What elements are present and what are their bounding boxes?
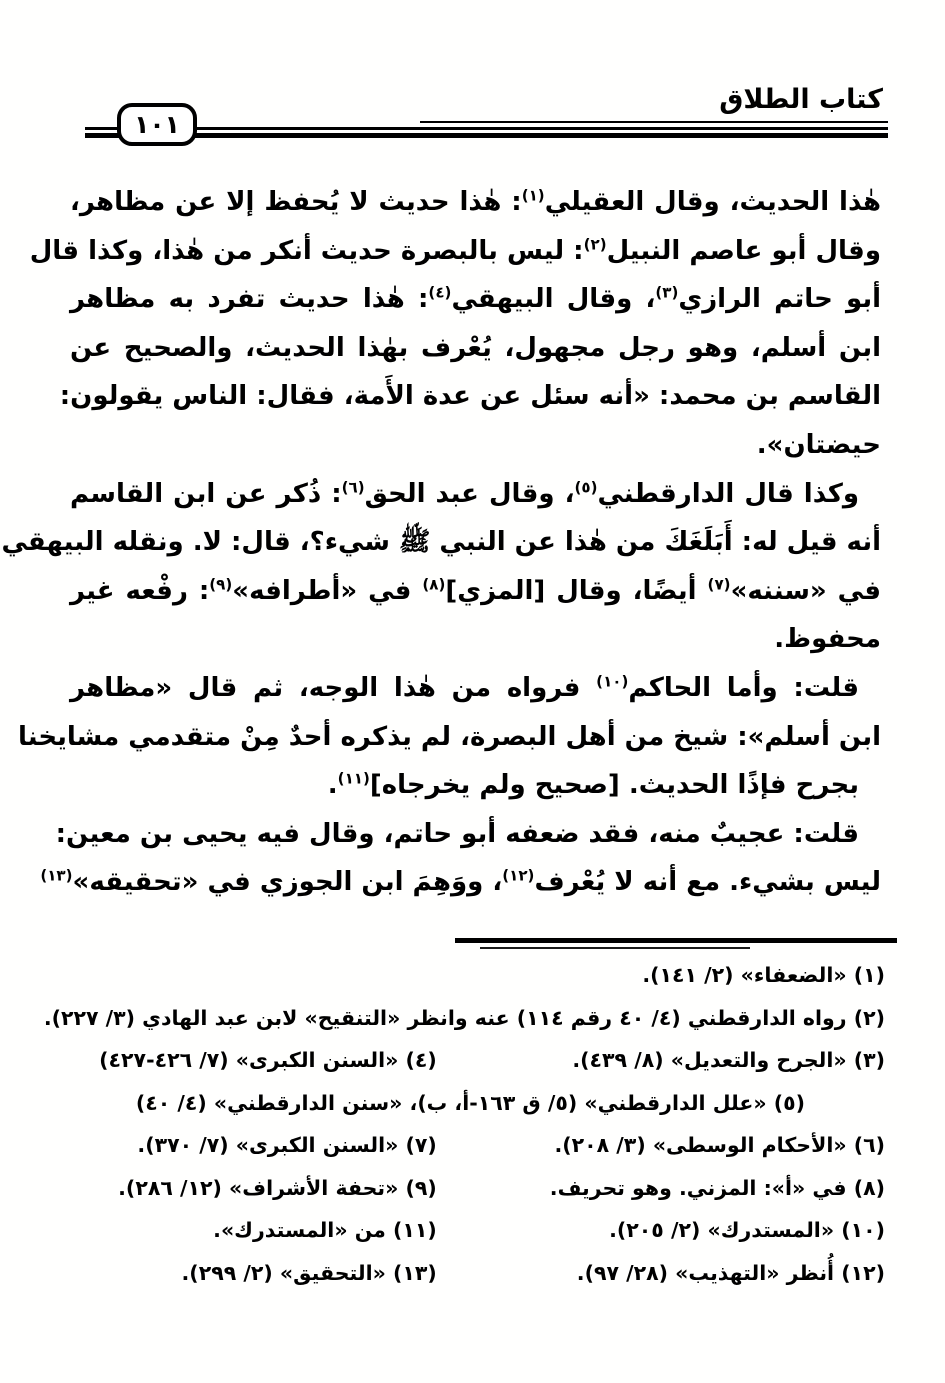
footnote-row: [70, 1167, 885, 1210]
page-number: ١٠١: [134, 110, 180, 139]
page-number-badge: [117, 103, 197, 146]
text-line: حيضتان».: [756, 429, 881, 460]
footnote-row: [70, 1039, 885, 1082]
text-line: بجرح فإذًا الحديث. [صحيح ولم يخرجاه]$^{(١١)}$.: [327, 769, 859, 801]
footnote-item: (٨) في «أ»: المزني. وهو تحريف.: [549, 1175, 885, 1200]
page-title: كتاب الطلاق: [719, 84, 883, 115]
footnote-item: (١) «الضعفاء» (٢/ ١٤١).: [642, 963, 885, 987]
footnote-separator: [455, 938, 897, 943]
footnote-row: [70, 1082, 885, 1125]
footnote-separator-thin: [480, 947, 750, 949]
footnote-row: [70, 1124, 885, 1167]
text-line: قلت: عجيبٌ منه، فقد ضعفه أبو حاتم، وقال فيه يحيى بن معين:: [55, 818, 859, 849]
footnote-item: (٤) «السنن الكبرى» (٧/ ٤٢٦-٤٢٧): [99, 1048, 437, 1072]
text-line: قلت: وأما الحاكم$^{(١٠)}$ فرواه من هٰذا الوجه، ثم قال «مظاهر: [70, 672, 859, 703]
header-rule-lower: [85, 133, 888, 138]
text-line: القاسم بن محمد: «أنه سئل عن عدة الأَمة، فقال: الناس يقولون:: [59, 381, 881, 412]
footnote-item: (٢) رواه الدارقطني (٤/ ٤٠ رقم ١١٤) عنه وانظر «التنقيح» لابن عبد الهادي (٣/ ٢٢٧).: [43, 1005, 885, 1030]
text-line: ابن أسلم، وهو رجل مجهول، يُعْرف بهٰذا الحديث، والصحيح عن: [70, 332, 881, 363]
text-line: ابن أسلم»: شيخ من أهل البصرة، لم يذكره أحدٌ مِنْ متقدمي مشايخنا: [18, 721, 881, 752]
footnote-item: (١١) من «المستدرك».: [213, 1218, 437, 1242]
footnote-item: (٣) «الجرح والتعديل» (٨/ ٤٣٩).: [572, 1048, 885, 1072]
footnote-row: [43, 997, 885, 1040]
footnote-item: (١٠) «المستدرك» (٢/ ٢٠٥).: [609, 1218, 885, 1242]
footnote-row: [70, 954, 885, 997]
text-line: وكذا قال الدارقطني$^{(٥)}$، وقال عبد الحق$^{(٦)}$: ذُكر عن ابن القاسم: [70, 477, 859, 509]
footnote-item: (٥) «علل الدارقطني» (٥/ ق ١٦٣-أ، ب)، «سنن الدارقطني» (٤/ ٤٠): [135, 1090, 805, 1115]
text-line: في «سننه»$^{(٧)}$ أيضًا، وقال [المزي]$^{(٨)}$ في «أطرافه»$^{(٩)}$: رفْعه غير: [70, 575, 881, 606]
body-text: [1, 178, 882, 907]
text-line: محفوظ.: [774, 624, 881, 655]
footnote-item: (٩) «تحفة الأشراف» (١٢/ ٢٨٦).: [118, 1175, 437, 1200]
header-rule-thin: [420, 121, 888, 123]
footnotes: [43, 954, 885, 1294]
text-line: أنه قيل له: أَبَلَغَكَ من هٰذا عن النبي ﷺ شيء؟، قال: لا. ونقله البيهقي: [1, 527, 881, 558]
header-rule-upper: [85, 127, 888, 130]
footnote-row: [70, 1209, 885, 1252]
footnote-item: (١٢) أُنظر «التهذيب» (٢٨/ ٩٧).: [576, 1260, 885, 1285]
footnote-item: (١٣) «التحقيق» (٢/ ٢٩٩).: [181, 1260, 437, 1285]
text-line: ليس بشيء. مع أنه لا يُعْرف$^{(١٢)}$، ووَهِمَ ابن الجوزي في «تحقيقه»$^{(١٣)}$: [40, 866, 881, 898]
footnote-row: [70, 1252, 885, 1295]
footnote-item: (٦) «الأحكام الوسطى» (٣/ ٢٠٨).: [554, 1133, 885, 1157]
text-line: وقال أبو عاصم النبيل$^{(٢)}$: ليس بالبصرة حديث أنكر من هٰذا، وكذا قال: [29, 234, 881, 266]
text-line: أبو حاتم الرازي$^{(٣)}$، وقال البيهقي$^{(٤)}$: هٰذا حديث تفرد به مظاهر: [70, 283, 882, 315]
text-line: هٰذا الحديث، وقال العقيلي$^{(١)}$: هٰذا حديث لا يُحفظ إلا عن مظاهر،: [70, 186, 882, 217]
footnote-item: (٧) «السنن الكبرى» (٧/ ٣٧٠).: [137, 1133, 437, 1157]
